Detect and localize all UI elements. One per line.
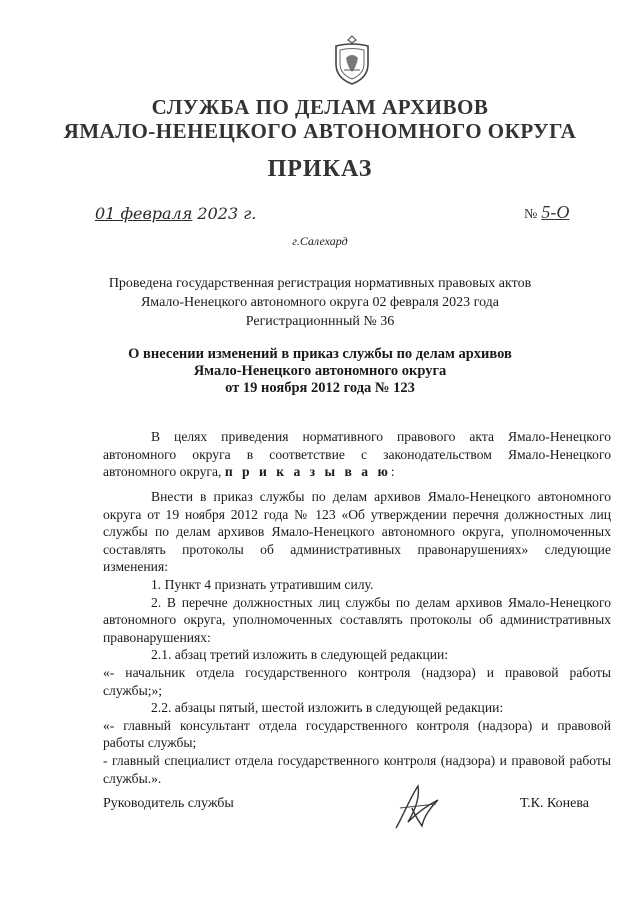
paragraph-3: 2. В перечне должностных лиц службы по делам архивов Ямало-Ненецкого автономного округа, уполномоченных составлять протоколы об административных правонарушениях: bbox=[103, 594, 611, 645]
organization-name-line1: СЛУЖБА ПО ДЕЛАМ АРХИВОВ bbox=[151, 95, 489, 119]
registration-line1: Проведена государственная регистрация нормативных правовых актов bbox=[108, 276, 532, 291]
signer-position: Руководитель службы bbox=[103, 796, 234, 811]
city: г.Салехард bbox=[292, 234, 348, 248]
title-line3: от 19 ноября 2012 года № 123 bbox=[225, 380, 415, 396]
date-handwritten: 01 февраля bbox=[95, 204, 193, 223]
paragraph-8: - главный специалист отдела государственного контроля (надзора) и правовой работы службы.». bbox=[103, 752, 611, 786]
order-number bbox=[524, 202, 569, 223]
paragraph-1: Внести в приказ службы по делам архивов Ямало-Ненецкого автономного округа от 19 ноября 2012 года № 123 «Об утверждении перечня должностных лиц службы по делам архивов Ямало-Ненецкого автономного округа, уполномоченных составлять протоколы об административных правонарушениях» следующие изменения: bbox=[103, 489, 611, 575]
coat-of-arms-emblem bbox=[330, 34, 374, 86]
signer-name: Т.К. Конева bbox=[520, 796, 589, 811]
registration-line2: Ямало-Ненецкого автономного округа 02 февраля 2023 года bbox=[140, 295, 500, 310]
document-title bbox=[0, 346, 640, 397]
order-date bbox=[95, 204, 256, 223]
number-prefix: № bbox=[524, 207, 538, 222]
organization-name-line2: ЯМАЛО-НЕНЕЦКОГО АВТОНОМНОГО ОКРУГА bbox=[63, 119, 577, 143]
intro-paragraph bbox=[103, 428, 611, 481]
main-content bbox=[103, 488, 611, 787]
paragraph-7: «- главный консультант отдела государственного контроля (надзора) и правовой работы службы; bbox=[103, 717, 611, 751]
title-line1: О внесении изменений в приказ службы по делам архивов bbox=[128, 346, 512, 362]
document-type: ПРИКАЗ bbox=[267, 156, 373, 182]
title-line2: Ямало-Ненецкого автономного округа bbox=[193, 363, 447, 379]
number-handwritten: 5-О bbox=[541, 202, 570, 222]
order-word: п р и к а з ы в а ю bbox=[224, 464, 391, 480]
paragraph-2: 1. Пункт 4 признать утратившим силу. bbox=[151, 576, 374, 592]
paragraph-5: «- начальник отдела государственного контроля (надзора) и правовой работы службы;»; bbox=[103, 664, 611, 698]
handwritten-signature bbox=[388, 778, 448, 836]
date-year: 2023 г. bbox=[197, 204, 257, 223]
paragraph-6: 2.2. абзацы пятый, шестой изложить в следующей редакции: bbox=[151, 700, 504, 716]
intro-colon: : bbox=[390, 464, 395, 480]
paragraph-4: 2.1. абзац третий изложить в следующей редакции: bbox=[151, 647, 449, 663]
registration-line3: Регистрационнный № 36 bbox=[245, 314, 395, 329]
intro-text: В целях приведения нормативного правового акта Ямало-Ненецкого автономного округа в соответствие с законодательством Ямало-Ненецкого автономного округа, bbox=[103, 429, 611, 480]
registration-note bbox=[0, 274, 640, 331]
